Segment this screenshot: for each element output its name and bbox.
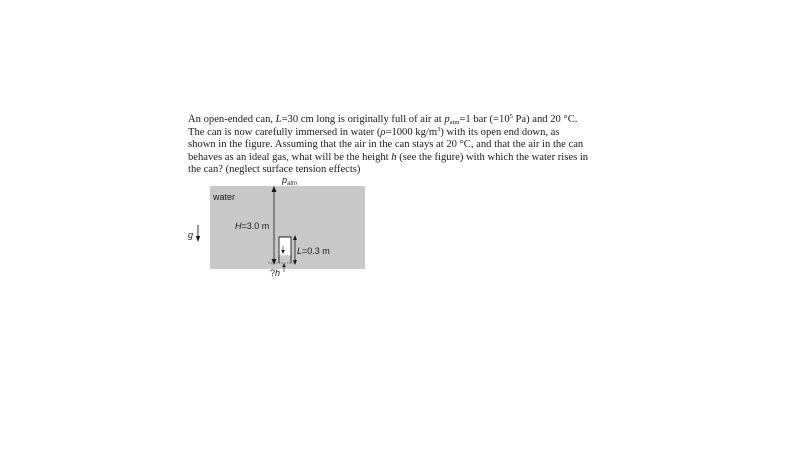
L-label: L=0.3 m — [297, 246, 330, 256]
text-segment: behaves as an ideal gas, what will be the height — [188, 151, 392, 163]
text-segment: An open-ended can, — [188, 114, 276, 125]
text-segment: =1 bar (=10 — [459, 114, 510, 125]
text-segment: =30 cm long is originally full of air at — [281, 114, 445, 125]
gravity-arrow-head — [196, 236, 200, 242]
h-label: ?h — [270, 268, 281, 278]
var-rho: ρ — [380, 126, 386, 138]
sub-atm: atm — [449, 119, 460, 126]
patm-label: $p_{atm}$ — [282, 175, 298, 187]
text-segment: The can is now carefully immersed in water ( — [188, 126, 381, 138]
text-segment: Pa) and 20 °C. — [512, 114, 578, 125]
inner-water — [280, 256, 291, 263]
sup-5: 5 — [509, 113, 513, 120]
var-L: L — [275, 114, 282, 125]
g-label: g — [188, 230, 194, 240]
H-label: H=3.0 m — [235, 221, 270, 231]
problem-line-3: shown in the figure. Assuming that the air in the can stays at 20 °C, and that the air in the can — [188, 139, 584, 150]
text-segment: =1000 kg/m — [385, 126, 438, 138]
problem-line-5: the can? (neglect surface tension effects) — [188, 164, 361, 175]
var-p: p — [444, 114, 450, 125]
sup-3: 3 — [437, 125, 441, 133]
text-segment: ) with its open end down, as — [440, 126, 560, 138]
var-h: h — [391, 151, 397, 163]
water-label: water — [213, 192, 236, 202]
text-segment: (see the figure) with which the water rises in — [396, 151, 589, 163]
